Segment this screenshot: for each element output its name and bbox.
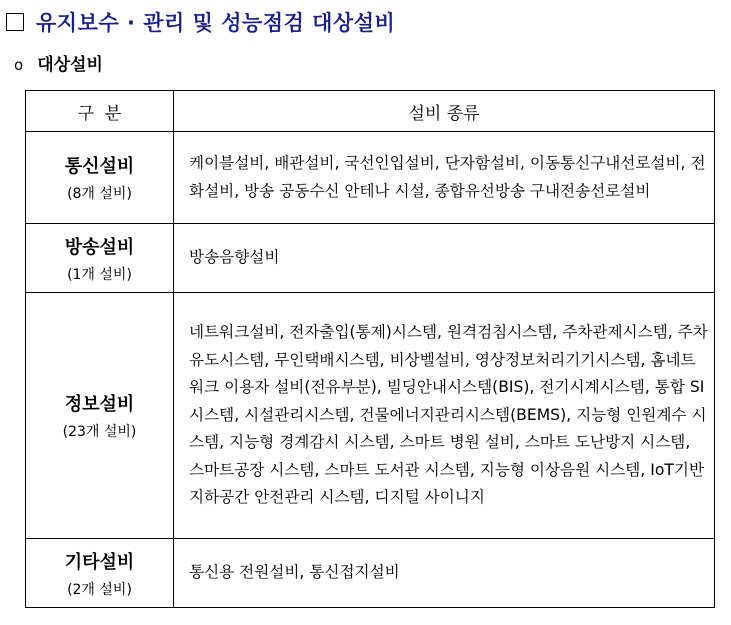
header-category: 구 분 <box>26 91 174 132</box>
category-count: (2개 설비) <box>67 581 132 598</box>
subtitle <box>14 50 103 75</box>
bullet-marker: o <box>14 56 24 74</box>
category-count: (23개 설비) <box>62 424 137 440</box>
category-cell <box>26 293 174 539</box>
category-cell <box>26 224 174 293</box>
category-name: 정보설비 <box>64 394 135 415</box>
category-count: (1개 설비) <box>67 266 132 283</box>
category-cell <box>26 132 174 224</box>
category-name: 통신설비 <box>64 156 135 177</box>
category-name: 기타설비 <box>64 551 135 573</box>
category-cell <box>26 539 174 608</box>
category-name: 방송설비 <box>64 236 135 258</box>
section-title <box>6 7 395 37</box>
table-row <box>26 224 715 293</box>
table-row <box>26 293 715 539</box>
subtitle-text: 대상설비 <box>37 55 103 75</box>
table-header-row <box>26 91 715 132</box>
table-row <box>26 539 715 608</box>
equipment-table <box>25 90 715 608</box>
items-cell: 통신용 전원설비, 통신접지설비 <box>174 539 715 608</box>
items-cell: 네트워크설비, 전자출입(통제)시스템, 원격검침시스템, 주차관제시스템, 주차유도시스템, 무인택배시스템, 비상벨설비, 영상정보처리기기시스템, 홈네트워크 이용자 설비(전유부분), 빌딩안내시스템(BIS), 전기시계시스템, 통합 SI시스템, 시설관리시스템, 건물에너지관리시스템(BEMS), 지능형 인원계수 시스템, 지능형 경계감시 시스템, 스마트 병원 설비, 스마트 도난방지 시스템, 스마트공장 시스템, 스마트 도서관 시스템, 지능형 이상음원 시스템, IoT기반 지하공간 안전관리 시스템, 디지털 사이니지 <box>174 293 715 539</box>
items-cell: 방송음향설비 <box>174 224 715 293</box>
items-cell: 케이블설비, 배관설비, 국선인입설비, 단자함설비, 이동통신구내선로설비, 전화설비, 방송 공동수신 안테나 시설, 종합유선방송 구내전송선로설비 <box>174 132 715 224</box>
category-count: (8개 설비) <box>67 186 132 202</box>
header-items: 설비 종류 <box>174 91 715 132</box>
title-text: 유지보수 · 관리 및 성능점검 대상설비 <box>36 11 396 35</box>
checkbox-square-icon <box>6 13 24 31</box>
table-row <box>26 132 715 224</box>
